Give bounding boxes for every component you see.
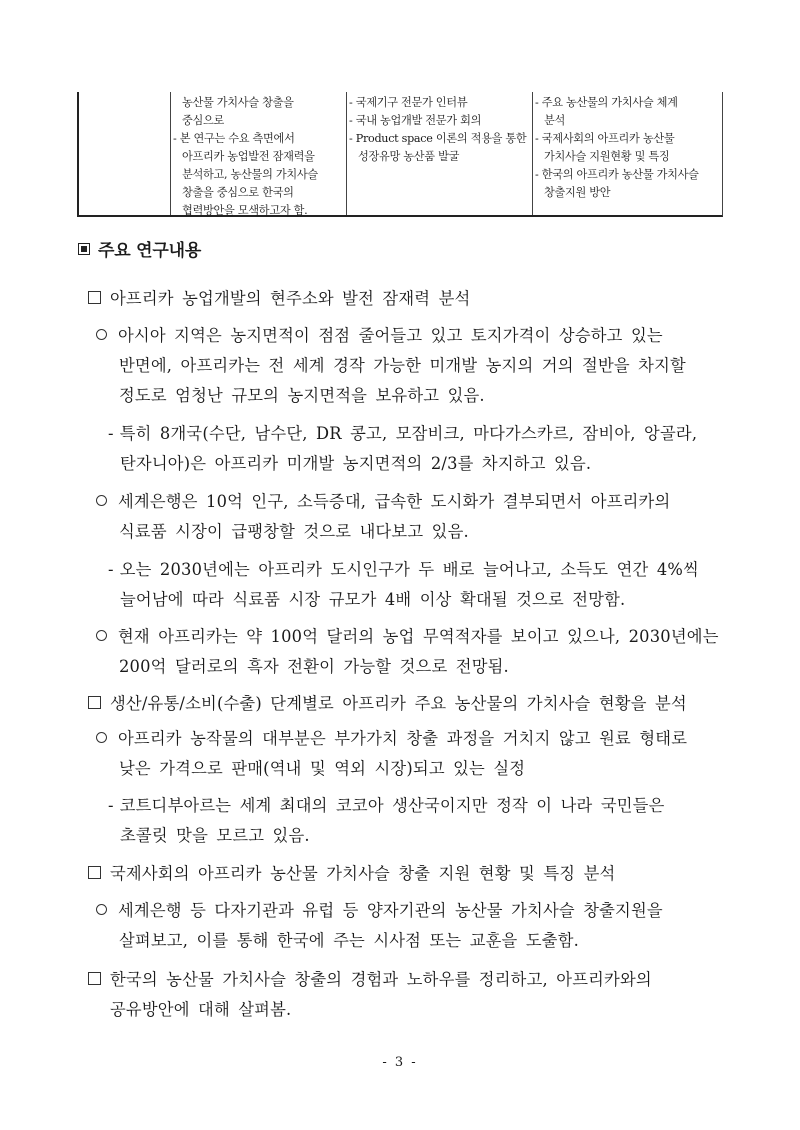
dash-item-line: 늘어남에 따라 식료품 시장 규모가 4배 이상 확대될 것으로 전망함.	[120, 590, 626, 609]
circle-bullet-icon	[96, 495, 107, 506]
table-line: - 본 연구는 수요 측면에서	[173, 132, 295, 145]
box-item	[88, 690, 687, 714]
box-item	[88, 285, 470, 309]
dash-bullet: -	[108, 424, 114, 443]
dash-item-line	[108, 556, 699, 580]
circle-item-line	[96, 725, 687, 749]
section-heading	[78, 236, 201, 261]
dash-bullet: -	[108, 560, 114, 579]
table-line: - 주요 농산물의 가치사슬 체계	[535, 96, 678, 109]
circle-item-line	[96, 488, 670, 512]
circle-bullet-icon	[96, 904, 107, 915]
table-line: - Product space 이론의 적용을 통한	[349, 132, 527, 145]
box-item	[88, 860, 615, 884]
table-line: 가치사슬 지원현황 및 특징	[544, 150, 670, 163]
circle-item-text: 세계은행 등 다자기관과 유럽 등 양자기관의 농산물 가치사슬 창출지원을	[118, 901, 663, 920]
empty-square-icon	[88, 291, 101, 304]
filled-square-icon	[78, 243, 90, 255]
table-line: 아프리카 농업발전 잠재력을	[182, 150, 315, 163]
circle-item-text: 아시아 지역은 농지면적이 점점 줄어들고 있고 토지가격이 상승하고 있는	[118, 326, 663, 345]
circle-item-line: 살펴보고, 이를 통해 한국에 주는 시사점 또는 교훈을 도출함.	[119, 931, 580, 950]
research-summary-table	[77, 92, 723, 217]
box-item-text: 국제사회의 아프리카 농산물 가치사슬 창출 지원 현황 및 특징 분석	[110, 864, 616, 883]
dash-bullet: -	[108, 796, 114, 815]
dash-item-text: 오는 2030년에는 아프리카 도시인구가 두 배로 늘어나고, 소득도 연간 4%씩	[119, 560, 699, 579]
dash-item-text: 특히 8개국(수단, 남수단, DR 콩고, 모잠비크, 마다가스카르, 잠비아, 앙골라,	[119, 424, 698, 443]
table-line: - 국제사회의 아프리카 농산물	[535, 132, 675, 145]
table-line: - 한국의 아프리카 농산물 가치사슬	[535, 168, 699, 181]
circle-item-line	[96, 322, 663, 346]
empty-square-icon	[88, 972, 101, 985]
empty-square-icon	[88, 866, 101, 879]
box-item	[88, 966, 652, 990]
table-line: - 국내 농업개발 전문가 회의	[349, 114, 482, 127]
table-line: 중심으로	[182, 114, 225, 127]
dash-item-line: 초콜릿 맛을 모르고 있음.	[120, 826, 310, 845]
table-line: 분석하고, 농산물의 가치사슬	[182, 168, 318, 181]
table-line: 분석	[544, 114, 566, 127]
circle-item-line	[96, 623, 719, 647]
dash-item-line: 탄자니아)은 아프리카 미개발 농지면적의 2/3를 차지하고 있음.	[120, 454, 592, 473]
empty-square-icon	[88, 696, 101, 709]
table-line: 협력방안을 모색하고자 함.	[182, 204, 308, 217]
table-line: 성장유망 농산품 발굴	[358, 150, 460, 163]
circle-item-text: 아프리카 농작물의 대부분은 부가가치 창출 과정을 거치지 않고 원료 형태로	[118, 729, 688, 748]
table-cell-col1	[79, 92, 171, 215]
circle-item-text: 현재 아프리카는 약 100억 달러의 농업 무역적자를 보이고 있으나, 2030년에는	[118, 627, 719, 646]
table-line: - 국제기구 전문가 인터뷰	[349, 96, 468, 109]
table-cell-research-purpose	[171, 92, 347, 215]
table-line: 창출지원 방안	[544, 186, 611, 199]
circle-item-line: 200억 달러로의 흑자 전환이 가능할 것으로 전망됨.	[119, 657, 509, 676]
circle-bullet-icon	[96, 732, 107, 743]
box-item-text: 아프리카 농업개발의 현주소와 발전 잠재력 분석	[110, 289, 471, 308]
dash-item-text: 코트디부아르는 세계 최대의 코코아 생산국이지만 정작 이 나라 국민들은	[119, 796, 665, 815]
box-item-text: 한국의 농산물 가치사슬 창출의 경험과 노하우를 정리하고, 아프리카와의	[110, 970, 652, 989]
table-line: 농산물 가치사슬 창출을	[182, 96, 294, 109]
box-item-text: 생산/유통/소비(수출) 단계별로 아프리카 주요 농산물의 가치사슬 현황을 분석	[110, 694, 687, 713]
dash-item-line	[108, 792, 665, 816]
circle-bullet-icon	[96, 630, 107, 641]
circle-item-line: 식료품 시장이 급팽창할 것으로 내다보고 있음.	[119, 522, 469, 541]
table-cell-research-method	[347, 92, 533, 215]
section-heading-text: 주요 연구내용	[98, 241, 202, 261]
circle-item-line: 정도로 엄청난 규모의 농지면적을 보유하고 있음.	[119, 386, 485, 405]
circle-item-line: 낮은 가격으로 판매(역내 및 역외 시장)되고 있는 실정	[119, 759, 526, 778]
circle-item-line: 반면에, 아프리카는 전 세계 경작 가능한 미개발 농지의 거의 절반을 차지할	[119, 356, 686, 375]
table-cell-research-content	[533, 92, 722, 215]
circle-item-line	[96, 897, 663, 921]
table-line: 창출을 중심으로 한국의	[182, 186, 294, 199]
box-item-line: 공유방안에 대해 살펴봄.	[110, 1000, 292, 1019]
page-number: - 3 -	[382, 1055, 418, 1070]
circle-bullet-icon	[96, 329, 107, 340]
circle-item-text: 세계은행은 10억 인구, 소득증대, 급속한 도시화가 결부되면서 아프리카의	[118, 492, 671, 511]
dash-item-line	[108, 420, 697, 444]
